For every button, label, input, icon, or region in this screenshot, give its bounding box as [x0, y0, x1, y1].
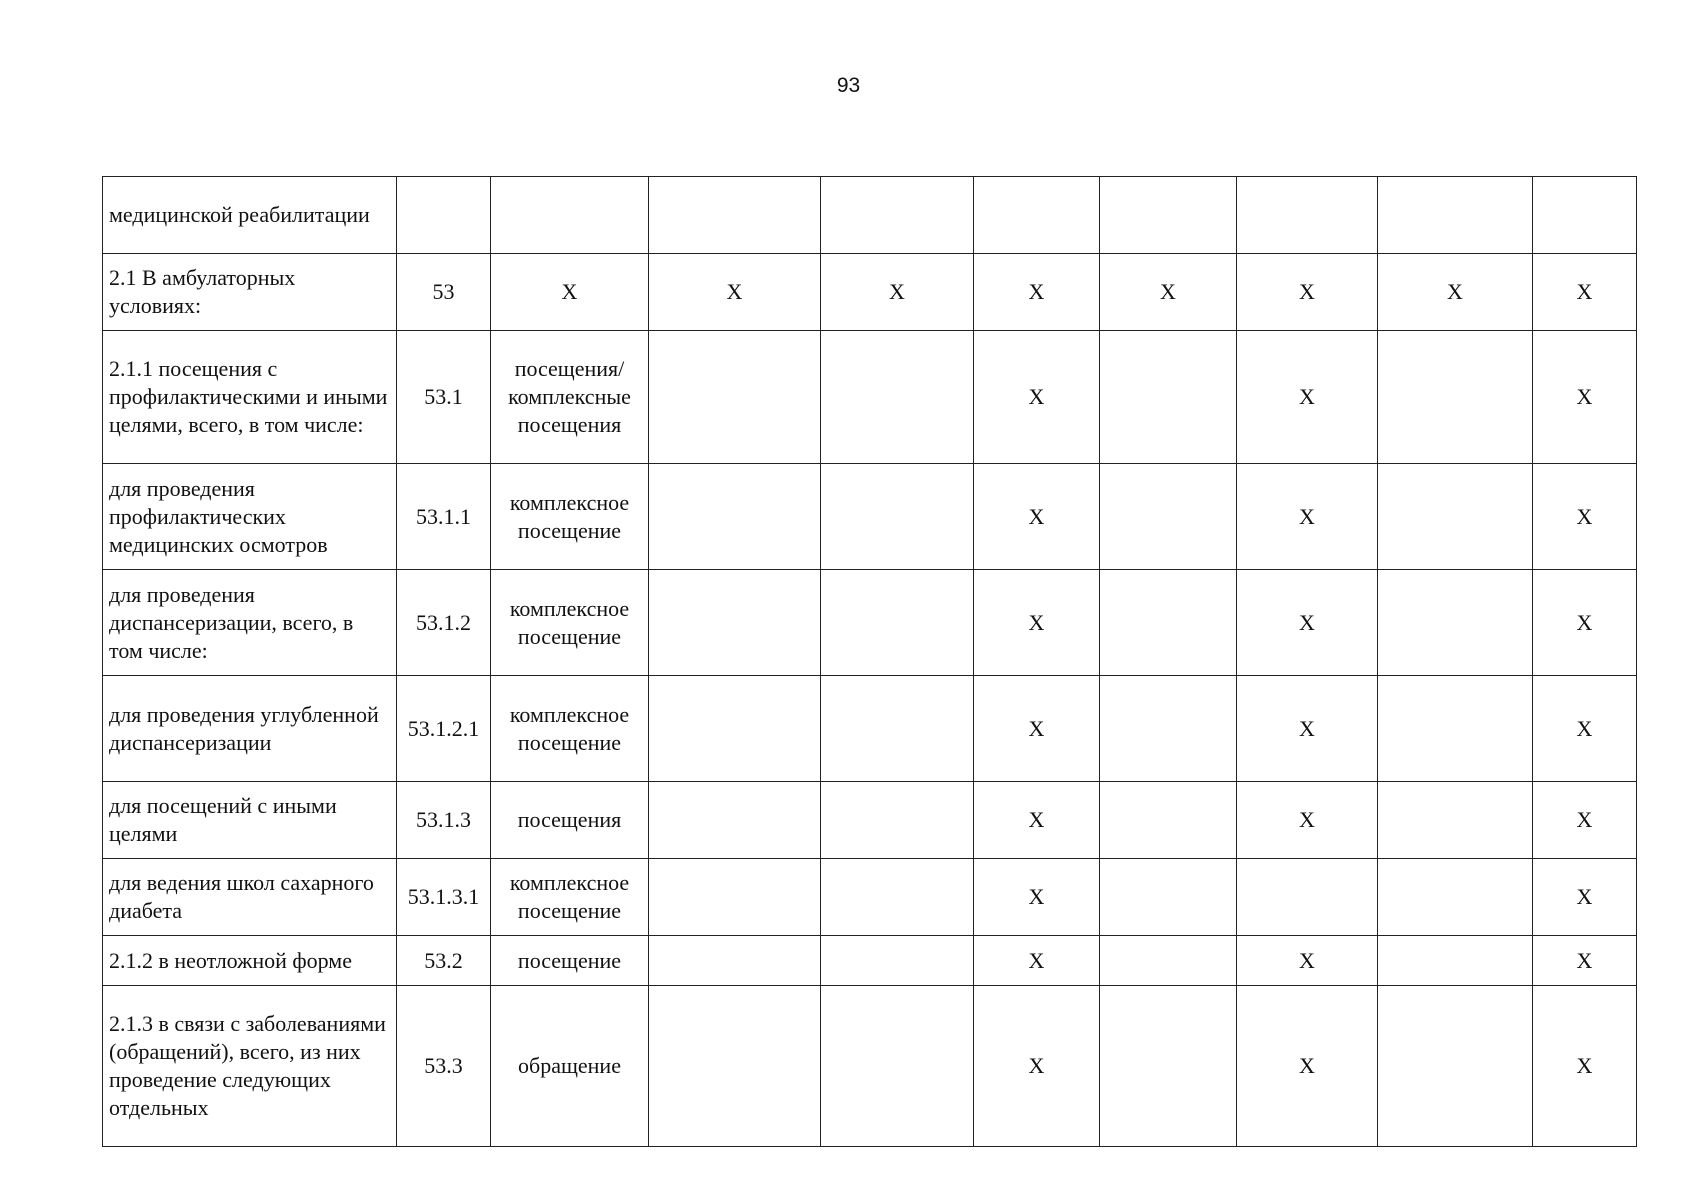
row-name-cell: медицинской реабилитации — [103, 177, 397, 254]
row-unit-cell: обращение — [491, 986, 649, 1147]
value-cell — [649, 676, 821, 782]
table-row — [103, 464, 1637, 570]
row-name-cell: 2.1.2 в неотложной форме — [103, 936, 397, 986]
row-code-cell: 53.3 — [397, 986, 491, 1147]
value-cell: X — [1533, 331, 1637, 464]
value-cell: X — [974, 331, 1100, 464]
row-code-cell: 53.1.3.1 — [397, 859, 491, 936]
value-cell — [1378, 177, 1533, 254]
value-cell: X — [974, 254, 1100, 331]
row-code-cell: 53.1 — [397, 331, 491, 464]
value-cell — [1100, 464, 1237, 570]
value-cell — [974, 177, 1100, 254]
value-cell: X — [1237, 464, 1378, 570]
value-cell: X — [1237, 936, 1378, 986]
value-cell — [649, 331, 821, 464]
row-name-cell: для проведения углубленной диспансеризации — [103, 676, 397, 782]
value-cell — [821, 676, 974, 782]
value-cell — [821, 936, 974, 986]
value-cell: X — [1237, 676, 1378, 782]
row-unit-cell: комплексное посещение — [491, 570, 649, 676]
row-code-cell — [397, 177, 491, 254]
value-cell: X — [821, 254, 974, 331]
value-cell — [1378, 782, 1533, 859]
value-cell: X — [974, 782, 1100, 859]
row-code-cell: 53 — [397, 254, 491, 331]
row-unit-cell: комплексное посещение — [491, 676, 649, 782]
value-cell: X — [1378, 254, 1533, 331]
value-cell — [1100, 782, 1237, 859]
data-table — [102, 176, 1637, 1147]
value-cell — [1100, 936, 1237, 986]
row-unit-cell: посещения — [491, 782, 649, 859]
value-cell: X — [974, 986, 1100, 1147]
value-cell — [821, 331, 974, 464]
value-cell: X — [1237, 570, 1378, 676]
value-cell — [1533, 177, 1637, 254]
value-cell — [821, 986, 974, 1147]
table-body — [103, 177, 1637, 1147]
value-cell: X — [974, 464, 1100, 570]
table-row — [103, 676, 1637, 782]
value-cell: X — [1237, 986, 1378, 1147]
value-cell: X — [974, 936, 1100, 986]
table-row — [103, 177, 1637, 254]
value-cell — [821, 570, 974, 676]
row-unit-cell — [491, 177, 649, 254]
value-cell — [1378, 936, 1533, 986]
value-cell: X — [1533, 570, 1637, 676]
row-code-cell: 53.1.3 — [397, 782, 491, 859]
row-unit-cell: комплексное посещение — [491, 859, 649, 936]
row-name-cell: 2.1 В амбулаторных условиях: — [103, 254, 397, 331]
page-number: 93 — [836, 74, 861, 97]
row-name-cell: для проведения профилактических медицинских осмотров — [103, 464, 397, 570]
value-cell — [1237, 177, 1378, 254]
row-name-cell: для посещений с иными целями — [103, 782, 397, 859]
row-name-cell: 2.1.3 в связи с заболеваниями (обращений), всего, из них проведение следующих отдельных — [103, 986, 397, 1147]
table-row — [103, 331, 1637, 464]
value-cell — [821, 464, 974, 570]
value-cell — [821, 782, 974, 859]
table-row — [103, 936, 1637, 986]
value-cell — [1237, 859, 1378, 936]
value-cell: X — [1237, 254, 1378, 331]
value-cell: X — [1533, 254, 1637, 331]
value-cell: X — [1237, 782, 1378, 859]
value-cell — [649, 177, 821, 254]
value-cell — [1100, 177, 1237, 254]
value-cell: X — [1533, 936, 1637, 986]
value-cell — [649, 986, 821, 1147]
value-cell — [1100, 676, 1237, 782]
value-cell — [1378, 570, 1533, 676]
value-cell: X — [974, 570, 1100, 676]
row-code-cell: 53.1.2.1 — [397, 676, 491, 782]
value-cell — [1378, 331, 1533, 464]
row-name-cell: для ведения школ сахарного диабета — [103, 859, 397, 936]
value-cell — [1378, 986, 1533, 1147]
table-row — [103, 254, 1637, 331]
row-code-cell: 53.1.2 — [397, 570, 491, 676]
value-cell — [1100, 570, 1237, 676]
value-cell: X — [1100, 254, 1237, 331]
table-row — [103, 859, 1637, 936]
value-cell: X — [1533, 782, 1637, 859]
value-cell: X — [1533, 676, 1637, 782]
row-unit-cell: посещение — [491, 936, 649, 986]
row-name-cell: 2.1.1 посещения с профилактическими и иными целями, всего, в том числе: — [103, 331, 397, 464]
value-cell — [821, 859, 974, 936]
value-cell: X — [974, 859, 1100, 936]
value-cell: X — [974, 676, 1100, 782]
value-cell — [1100, 331, 1237, 464]
value-cell — [1100, 859, 1237, 936]
table-row — [103, 570, 1637, 676]
value-cell — [649, 936, 821, 986]
table-row — [103, 782, 1637, 859]
value-cell — [1378, 859, 1533, 936]
row-unit-cell: комплексное посещение — [491, 464, 649, 570]
row-unit-cell: X — [491, 254, 649, 331]
row-name-cell: для проведения диспансеризации, всего, в том числе: — [103, 570, 397, 676]
value-cell — [649, 782, 821, 859]
value-cell: X — [1533, 859, 1637, 936]
value-cell — [649, 859, 821, 936]
value-cell — [1378, 464, 1533, 570]
row-unit-cell: посещения/комплексные посещения — [491, 331, 649, 464]
value-cell: X — [1237, 331, 1378, 464]
value-cell: X — [649, 254, 821, 331]
value-cell — [649, 570, 821, 676]
value-cell — [1378, 676, 1533, 782]
value-cell: X — [1533, 986, 1637, 1147]
value-cell — [1100, 986, 1237, 1147]
value-cell: X — [1533, 464, 1637, 570]
row-code-cell: 53.1.1 — [397, 464, 491, 570]
value-cell — [821, 177, 974, 254]
value-cell — [649, 464, 821, 570]
table-row — [103, 986, 1637, 1147]
row-code-cell: 53.2 — [397, 936, 491, 986]
